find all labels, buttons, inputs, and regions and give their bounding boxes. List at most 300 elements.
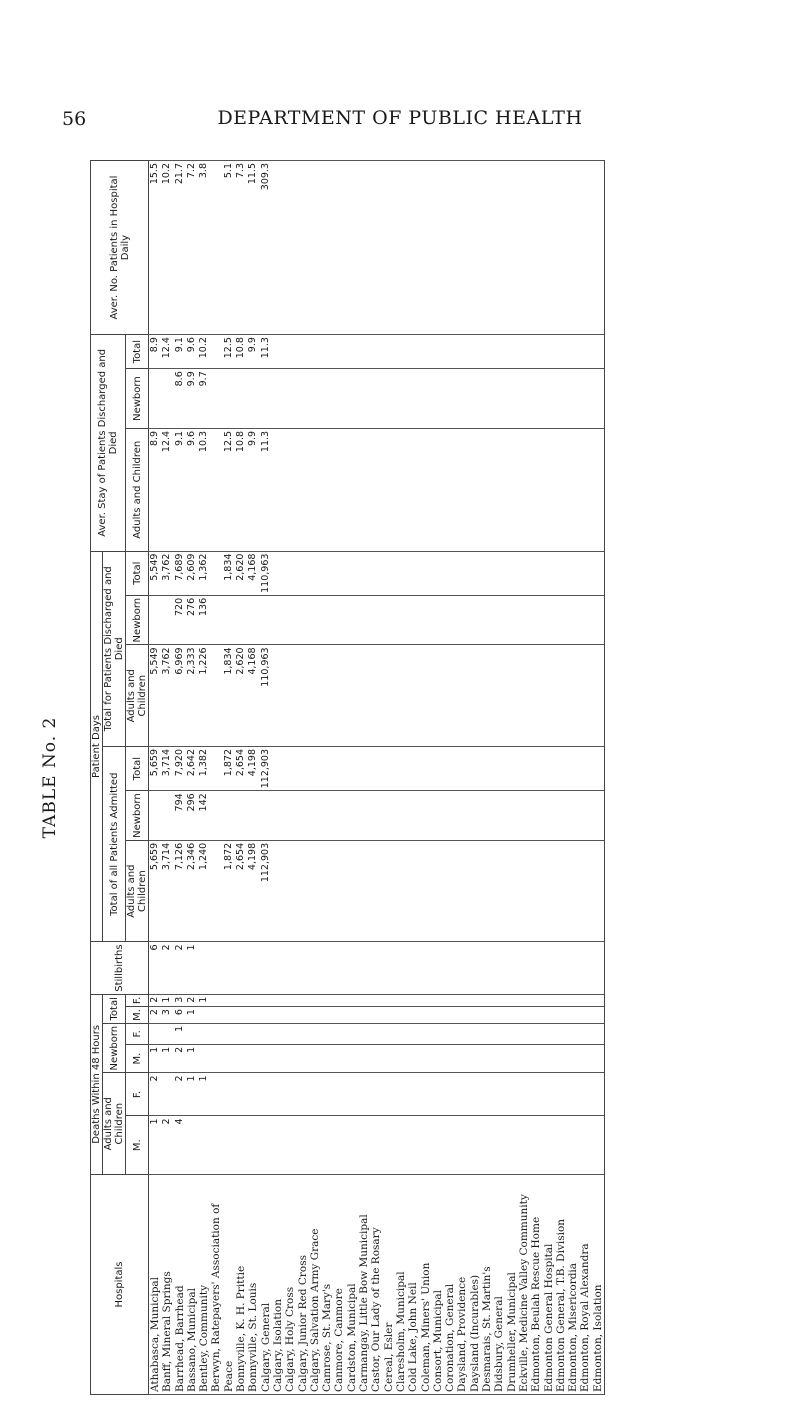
hospital-name-cell: Bassano, Municipal bbox=[186, 1175, 198, 1395]
value-cell-pd-t bbox=[297, 747, 309, 791]
value-cell-avg bbox=[432, 161, 444, 335]
value-cell-dd-ac bbox=[420, 645, 432, 747]
value-cell-avg: 7.3 bbox=[235, 161, 247, 335]
value-cell-dd-nb bbox=[309, 595, 321, 645]
value-cell-dd-nb bbox=[543, 595, 555, 645]
value-cell-as-ac bbox=[530, 428, 542, 551]
value-cell-as-nb bbox=[493, 369, 505, 429]
value-cell-nm bbox=[346, 1044, 358, 1073]
value-cell-am bbox=[333, 1116, 345, 1175]
value-cell-dd-nb bbox=[272, 595, 284, 645]
value-cell-tf bbox=[333, 994, 345, 1006]
value-cell-pd-ac bbox=[432, 840, 444, 942]
value-cell-as-t bbox=[309, 335, 321, 369]
value-cell-pd-t bbox=[358, 747, 370, 791]
value-cell-as-nb bbox=[456, 369, 468, 429]
value-cell-af bbox=[223, 1073, 235, 1116]
value-cell-tm bbox=[235, 1007, 247, 1024]
hospital-name-cell: Camrose, St. Mary's bbox=[321, 1175, 333, 1395]
value-cell-am bbox=[432, 1116, 444, 1175]
value-cell-tm bbox=[395, 1007, 407, 1024]
value-cell-as-nb bbox=[420, 369, 432, 429]
value-cell-as-t bbox=[383, 335, 395, 369]
value-cell-pd-ac bbox=[358, 840, 370, 942]
value-cell-nf bbox=[420, 1023, 432, 1044]
value-cell-as-ac bbox=[284, 428, 296, 551]
table-row bbox=[297, 161, 309, 1395]
value-cell-as-ac bbox=[555, 428, 567, 551]
value-cell-af bbox=[321, 1073, 333, 1116]
value-cell-pd-ac: 4,198 bbox=[247, 840, 259, 942]
table-row bbox=[432, 161, 444, 1395]
value-cell-nf bbox=[321, 1023, 333, 1044]
value-cell-as-t bbox=[592, 335, 605, 369]
value-cell-dd-nb bbox=[284, 595, 296, 645]
value-cell-as-t bbox=[210, 335, 222, 369]
table-row bbox=[567, 161, 579, 1395]
value-cell-sb bbox=[210, 942, 222, 994]
value-cell-as-nb bbox=[469, 369, 481, 429]
value-cell-nm bbox=[530, 1044, 542, 1073]
value-cell-as-nb bbox=[395, 369, 407, 429]
table-row bbox=[235, 161, 247, 1395]
value-cell-nm bbox=[383, 1044, 395, 1073]
hospital-name-cell: Cold Lake, John Neil bbox=[407, 1175, 419, 1395]
value-cell-nf bbox=[309, 1023, 321, 1044]
value-cell-nf bbox=[186, 1023, 198, 1044]
value-cell-nf bbox=[383, 1023, 395, 1044]
value-cell-dd-nb bbox=[469, 595, 481, 645]
value-cell-as-ac bbox=[358, 428, 370, 551]
col-total: Total bbox=[126, 551, 149, 595]
value-cell-as-t bbox=[518, 335, 530, 369]
value-cell-pd-ac: 2,654 bbox=[235, 840, 247, 942]
value-cell-am bbox=[456, 1116, 468, 1175]
value-cell-nm bbox=[321, 1044, 333, 1073]
hospital-name-cell: Carmangay, Little Bow Municipal bbox=[358, 1175, 370, 1395]
value-cell-dd-ac bbox=[530, 645, 542, 747]
value-cell-nm bbox=[420, 1044, 432, 1073]
hospital-name-cell: Athabasca, Municipal bbox=[149, 1175, 162, 1395]
value-cell-pd-t bbox=[518, 747, 530, 791]
value-cell-as-ac bbox=[272, 428, 284, 551]
value-cell-pd-nb bbox=[149, 791, 162, 841]
value-cell-tm bbox=[198, 1007, 210, 1024]
value-cell-pd-t bbox=[469, 747, 481, 791]
value-cell-af bbox=[555, 1073, 567, 1116]
value-cell-as-ac bbox=[383, 428, 395, 551]
value-cell-as-t bbox=[555, 335, 567, 369]
value-cell-pd-t bbox=[407, 747, 419, 791]
page-number: 56 bbox=[62, 108, 87, 130]
value-cell-am bbox=[579, 1116, 591, 1175]
value-cell-pd-ac bbox=[395, 840, 407, 942]
value-cell-as-t bbox=[346, 335, 358, 369]
value-cell-as-t bbox=[358, 335, 370, 369]
value-cell-avg bbox=[518, 161, 530, 335]
value-cell-pd-t bbox=[493, 747, 505, 791]
value-cell-dd-nb bbox=[592, 595, 605, 645]
value-cell-dd-nb bbox=[333, 595, 345, 645]
value-cell-as-t: 8.9 bbox=[149, 335, 162, 369]
value-cell-dd-nb bbox=[530, 595, 542, 645]
value-cell-as-ac: 9.9 bbox=[247, 428, 259, 551]
value-cell-nm bbox=[333, 1044, 345, 1073]
value-cell-pd-ac bbox=[518, 840, 530, 942]
col-all-admitted: Total of all Patients Admitted bbox=[103, 747, 126, 942]
value-cell-sb bbox=[235, 942, 247, 994]
value-cell-pd-ac bbox=[272, 840, 284, 942]
value-cell-tf bbox=[346, 994, 358, 1006]
value-cell-as-t bbox=[321, 335, 333, 369]
value-cell-am bbox=[592, 1116, 605, 1175]
table-row bbox=[223, 161, 235, 1395]
value-cell-avg bbox=[407, 161, 419, 335]
value-cell-as-ac bbox=[481, 428, 493, 551]
value-cell-as-nb bbox=[333, 369, 345, 429]
table-row bbox=[456, 161, 468, 1395]
value-cell-tm bbox=[592, 1007, 605, 1024]
value-cell-pd-ac bbox=[567, 840, 579, 942]
value-cell-dd-ac bbox=[456, 645, 468, 747]
value-cell-af bbox=[518, 1073, 530, 1116]
value-cell-am bbox=[555, 1116, 567, 1175]
value-cell-dd-nb: 136 bbox=[198, 595, 210, 645]
value-cell-as-ac bbox=[309, 428, 321, 551]
value-cell-as-t: 9.1 bbox=[174, 335, 186, 369]
value-cell-avg bbox=[395, 161, 407, 335]
value-cell-pd-t bbox=[309, 747, 321, 791]
value-cell-dd-ac bbox=[432, 645, 444, 747]
value-cell-as-t bbox=[543, 335, 555, 369]
value-cell-af bbox=[284, 1073, 296, 1116]
col-f: F. bbox=[126, 1073, 149, 1116]
value-cell-dd-nb bbox=[579, 595, 591, 645]
value-cell-af bbox=[493, 1073, 505, 1116]
value-cell-sb bbox=[518, 942, 530, 994]
value-cell-pd-t bbox=[456, 747, 468, 791]
value-cell-as-t: 10.2 bbox=[198, 335, 210, 369]
value-cell-as-nb bbox=[161, 369, 173, 429]
value-cell-dd-nb bbox=[161, 595, 173, 645]
value-cell-as-nb bbox=[284, 369, 296, 429]
value-cell-af bbox=[161, 1073, 173, 1116]
value-cell-pd-ac bbox=[555, 840, 567, 942]
table-row bbox=[555, 161, 567, 1395]
value-cell-af bbox=[469, 1073, 481, 1116]
value-cell-as-nb bbox=[407, 369, 419, 429]
value-cell-pd-nb bbox=[260, 791, 272, 841]
value-cell-af bbox=[456, 1073, 468, 1116]
value-cell-as-nb: 8.6 bbox=[174, 369, 186, 429]
value-cell-pd-nb bbox=[370, 791, 382, 841]
value-cell-as-nb: 9.7 bbox=[198, 369, 210, 429]
value-cell-nf bbox=[481, 1023, 493, 1044]
value-cell-dd-t bbox=[493, 551, 505, 595]
value-cell-avg bbox=[309, 161, 321, 335]
value-cell-nf bbox=[493, 1023, 505, 1044]
col-deaths-adults: Adults and Children bbox=[103, 1073, 126, 1175]
value-cell-dd-ac bbox=[567, 645, 579, 747]
value-cell-nf bbox=[555, 1023, 567, 1044]
value-cell-dd-t: 1,834 bbox=[223, 551, 235, 595]
value-cell-as-t bbox=[579, 335, 591, 369]
hospital-name-cell: Eckville, Medicine Valley Community bbox=[518, 1175, 530, 1395]
value-cell-pd-t: 5,659 bbox=[149, 747, 162, 791]
value-cell-tm bbox=[333, 1007, 345, 1024]
value-cell-as-ac: 10.8 bbox=[235, 428, 247, 551]
value-cell-dd-t bbox=[321, 551, 333, 595]
value-cell-as-t: 9.9 bbox=[247, 335, 259, 369]
table-row bbox=[383, 161, 395, 1395]
table-row bbox=[395, 161, 407, 1395]
value-cell-tm bbox=[543, 1007, 555, 1024]
value-cell-pd-ac bbox=[210, 840, 222, 942]
value-cell-pd-nb bbox=[579, 791, 591, 841]
value-cell-dd-t: 110,963 bbox=[260, 551, 272, 595]
table-row bbox=[358, 161, 370, 1395]
value-cell-nf bbox=[333, 1023, 345, 1044]
hospital-name-cell: Calgary, Holy Cross bbox=[284, 1175, 296, 1395]
value-cell-pd-ac bbox=[579, 840, 591, 942]
value-cell-pd-t bbox=[210, 747, 222, 791]
col-f: F. bbox=[126, 994, 149, 1006]
value-cell-af bbox=[370, 1073, 382, 1116]
value-cell-tm bbox=[210, 1007, 222, 1024]
value-cell-pd-ac bbox=[444, 840, 456, 942]
value-cell-pd-t bbox=[567, 747, 579, 791]
value-cell-af bbox=[592, 1073, 605, 1116]
value-cell-avg bbox=[272, 161, 284, 335]
table-row bbox=[272, 161, 284, 1395]
value-cell-sb bbox=[432, 942, 444, 994]
value-cell-as-t bbox=[530, 335, 542, 369]
table-row bbox=[346, 161, 358, 1395]
value-cell-as-ac bbox=[493, 428, 505, 551]
value-cell-as-t bbox=[407, 335, 419, 369]
value-cell-tm bbox=[321, 1007, 333, 1024]
page-header: DEPARTMENT OF PUBLIC HEALTH bbox=[217, 107, 583, 129]
value-cell-am: 4 bbox=[174, 1116, 186, 1175]
value-cell-as-t bbox=[333, 335, 345, 369]
value-cell-dd-ac: 5,549 bbox=[149, 645, 162, 747]
value-cell-tf bbox=[555, 994, 567, 1006]
col-f: F. bbox=[126, 1023, 149, 1044]
value-cell-af bbox=[358, 1073, 370, 1116]
value-cell-avg bbox=[579, 161, 591, 335]
value-cell-as-ac bbox=[210, 428, 222, 551]
table-row bbox=[444, 161, 456, 1395]
hospital-name-cell: Barrhead, Barrhead bbox=[174, 1175, 186, 1395]
value-cell-as-nb bbox=[592, 369, 605, 429]
value-cell-am bbox=[210, 1116, 222, 1175]
table-row bbox=[161, 161, 173, 1395]
value-cell-nm bbox=[444, 1044, 456, 1073]
value-cell-as-nb bbox=[432, 369, 444, 429]
value-cell-dd-t bbox=[370, 551, 382, 595]
value-cell-dd-ac: 1,834 bbox=[223, 645, 235, 747]
value-cell-tf bbox=[469, 994, 481, 1006]
value-cell-avg bbox=[543, 161, 555, 335]
value-cell-pd-t bbox=[346, 747, 358, 791]
value-cell-pd-ac bbox=[309, 840, 321, 942]
value-cell-am bbox=[223, 1116, 235, 1175]
hospital-name-cell: Calgary, Junior Red Cross bbox=[297, 1175, 309, 1395]
value-cell-as-nb bbox=[321, 369, 333, 429]
value-cell-sb bbox=[579, 942, 591, 994]
value-cell-dd-t bbox=[395, 551, 407, 595]
value-cell-pd-ac bbox=[420, 840, 432, 942]
value-cell-dd-t bbox=[383, 551, 395, 595]
value-cell-as-ac bbox=[469, 428, 481, 551]
value-cell-tf bbox=[321, 994, 333, 1006]
value-cell-dd-nb bbox=[235, 595, 247, 645]
value-cell-pd-nb bbox=[309, 791, 321, 841]
value-cell-pd-nb: 794 bbox=[174, 791, 186, 841]
table-row bbox=[543, 161, 555, 1395]
value-cell-as-ac bbox=[370, 428, 382, 551]
value-cell-tf bbox=[432, 994, 444, 1006]
value-cell-pd-ac bbox=[297, 840, 309, 942]
value-cell-tf bbox=[493, 994, 505, 1006]
value-cell-as-ac bbox=[333, 428, 345, 551]
value-cell-pd-ac bbox=[321, 840, 333, 942]
table-row bbox=[210, 161, 222, 1395]
hospital-name-cell: Calgary, Isolation bbox=[272, 1175, 284, 1395]
value-cell-as-ac bbox=[420, 428, 432, 551]
value-cell-nf bbox=[149, 1023, 162, 1044]
value-cell-am: 2 bbox=[161, 1116, 173, 1175]
value-cell-nm bbox=[407, 1044, 419, 1073]
value-cell-sb bbox=[260, 942, 272, 994]
table-row bbox=[493, 161, 505, 1395]
value-cell-pd-t bbox=[395, 747, 407, 791]
value-cell-as-ac bbox=[456, 428, 468, 551]
value-cell-nm bbox=[481, 1044, 493, 1073]
value-cell-tm bbox=[567, 1007, 579, 1024]
value-cell-pd-ac: 7,126 bbox=[174, 840, 186, 942]
value-cell-pd-nb bbox=[420, 791, 432, 841]
value-cell-avg: 10.2 bbox=[161, 161, 173, 335]
value-cell-sb bbox=[395, 942, 407, 994]
hospital-name-cell: Edmonton, Misericordia bbox=[567, 1175, 579, 1395]
value-cell-af bbox=[420, 1073, 432, 1116]
value-cell-dd-ac bbox=[346, 645, 358, 747]
value-cell-as-nb bbox=[309, 369, 321, 429]
value-cell-as-nb bbox=[481, 369, 493, 429]
value-cell-pd-ac: 3,714 bbox=[161, 840, 173, 942]
value-cell-nm bbox=[555, 1044, 567, 1073]
value-cell-nm: 1 bbox=[186, 1044, 198, 1073]
value-cell-as-nb bbox=[346, 369, 358, 429]
value-cell-dd-ac: 2,620 bbox=[235, 645, 247, 747]
value-cell-pd-nb bbox=[530, 791, 542, 841]
col-aver-stay: Aver. Stay of Patients Discharged and Died bbox=[91, 335, 126, 552]
value-cell-nm bbox=[284, 1044, 296, 1073]
table-row bbox=[506, 161, 518, 1395]
value-cell-nm bbox=[456, 1044, 468, 1073]
value-cell-nm bbox=[469, 1044, 481, 1073]
value-cell-am bbox=[383, 1116, 395, 1175]
value-cell-dd-nb bbox=[432, 595, 444, 645]
value-cell-dd-ac bbox=[358, 645, 370, 747]
value-cell-tm bbox=[260, 1007, 272, 1024]
value-cell-dd-ac bbox=[444, 645, 456, 747]
value-cell-as-t bbox=[272, 335, 284, 369]
value-cell-tf bbox=[272, 994, 284, 1006]
value-cell-nm bbox=[272, 1044, 284, 1073]
value-cell-af bbox=[260, 1073, 272, 1116]
value-cell-am bbox=[420, 1116, 432, 1175]
value-cell-nm: 1 bbox=[149, 1044, 162, 1073]
value-cell-tf bbox=[420, 994, 432, 1006]
value-cell-pd-ac: 5,659 bbox=[149, 840, 162, 942]
value-cell-tf bbox=[481, 994, 493, 1006]
value-cell-nm bbox=[247, 1044, 259, 1073]
value-cell-dd-nb bbox=[223, 595, 235, 645]
table-body bbox=[149, 161, 605, 1395]
value-cell-sb bbox=[481, 942, 493, 994]
value-cell-tm bbox=[223, 1007, 235, 1024]
value-cell-af bbox=[383, 1073, 395, 1116]
hospital-name-cell: Castor, Our Lady of the Rosary bbox=[370, 1175, 382, 1395]
value-cell-tm bbox=[555, 1007, 567, 1024]
col-adults-children: Adults and Children bbox=[126, 840, 149, 942]
value-cell-nm bbox=[309, 1044, 321, 1073]
value-cell-pd-ac bbox=[346, 840, 358, 942]
value-cell-pd-nb: 296 bbox=[186, 791, 198, 841]
value-cell-tf bbox=[370, 994, 382, 1006]
value-cell-as-t bbox=[481, 335, 493, 369]
value-cell-tm bbox=[579, 1007, 591, 1024]
value-cell-dd-nb: 276 bbox=[186, 595, 198, 645]
value-cell-dd-ac bbox=[272, 645, 284, 747]
hospital-name-cell: Canmore, Canmore bbox=[333, 1175, 345, 1395]
value-cell-am bbox=[272, 1116, 284, 1175]
value-cell-nm bbox=[579, 1044, 591, 1073]
table-row bbox=[149, 161, 162, 1395]
value-cell-as-ac bbox=[407, 428, 419, 551]
hospital-name-cell: Drumheller, Municipal bbox=[506, 1175, 518, 1395]
value-cell-tf bbox=[456, 994, 468, 1006]
value-cell-pd-t bbox=[543, 747, 555, 791]
value-cell-dd-t bbox=[333, 551, 345, 595]
value-cell-dd-ac bbox=[579, 645, 591, 747]
value-cell-tf bbox=[284, 994, 296, 1006]
value-cell-as-nb bbox=[530, 369, 542, 429]
value-cell-as-ac: 10.3 bbox=[198, 428, 210, 551]
value-cell-nm bbox=[235, 1044, 247, 1073]
value-cell-nf bbox=[407, 1023, 419, 1044]
value-cell-af bbox=[395, 1073, 407, 1116]
value-cell-pd-t bbox=[420, 747, 432, 791]
value-cell-am bbox=[260, 1116, 272, 1175]
value-cell-pd-nb bbox=[297, 791, 309, 841]
value-cell-avg bbox=[210, 161, 222, 335]
value-cell-am bbox=[186, 1116, 198, 1175]
value-cell-tf bbox=[579, 994, 591, 1006]
value-cell-dd-t bbox=[407, 551, 419, 595]
value-cell-dd-nb: 720 bbox=[174, 595, 186, 645]
value-cell-pd-t: 2,654 bbox=[235, 747, 247, 791]
table-row bbox=[469, 161, 481, 1395]
value-cell-tm bbox=[272, 1007, 284, 1024]
table-row bbox=[579, 161, 591, 1395]
value-cell-dd-t bbox=[555, 551, 567, 595]
table-row bbox=[321, 161, 333, 1395]
value-cell-dd-ac bbox=[333, 645, 345, 747]
value-cell-dd-ac bbox=[383, 645, 395, 747]
